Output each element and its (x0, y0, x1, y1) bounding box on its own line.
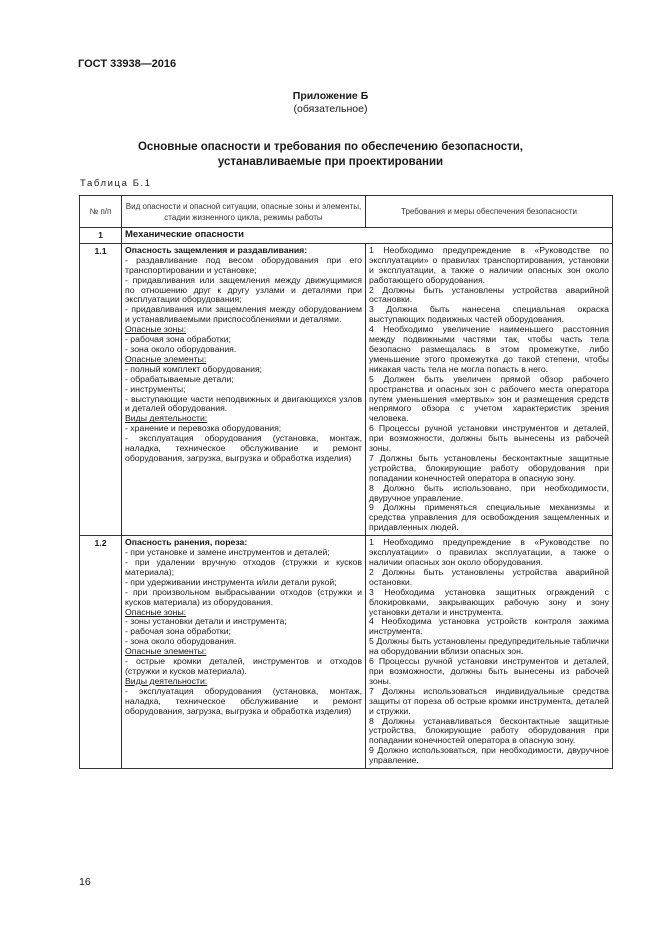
document-title-line: устанавливаемые при проектировании (217, 155, 444, 168)
hazard-line: - при удалении вручную отходов (стружки и кусков материала); (125, 557, 362, 577)
hazard-line: - при установке и замене инструментов и деталей; (125, 547, 330, 558)
table-caption: Таблица Б.1 (80, 178, 152, 189)
document-header: ГОСТ 33938—2016 (78, 58, 177, 70)
hazard-cell (122, 243, 366, 535)
section-title: Механические опасности (122, 228, 613, 244)
section-row (80, 228, 613, 244)
zones-label: Опасные зоны: (125, 324, 187, 335)
element-item: - острые кромки деталей, инструментов и отходов (стружки и кусков материала). (125, 656, 362, 676)
requirements-cell (366, 243, 613, 535)
requirements-cell (366, 536, 613, 769)
requirement-item: 6 Процессы ручной установки инструментов и деталей, при возможности, должны быть вынесены из рабочей зоны. (369, 656, 609, 686)
hazard-cell (122, 536, 366, 769)
section-num: 1 (80, 228, 122, 244)
element-item: - инструменты; (125, 383, 186, 394)
table-header-row (80, 196, 613, 228)
appendix-heading (0, 90, 661, 116)
header-hazard: Вид опасности и опасной ситуации, опасные зоны и элементы, стадии жизненного цикла, режимы работы (122, 196, 366, 228)
zone-item: - рабочая зона обработки; (125, 626, 231, 637)
requirement-item: 7 Должны быть установлены бесконтактные защитные устройства, блокирующие работу оборудования при попадании конечностей оператора в опасную зону. (369, 452, 609, 483)
requirement-item: 6 Процессы ручной установки инструментов и деталей, при возможности, должны быть вынесены из рабочей зоны. (369, 423, 609, 454)
element-item: - выступающие части неподвижных и двигающихся узлов и деталей оборудования. (125, 393, 362, 414)
row-num: 1.2 (80, 536, 122, 769)
activity-item: - эксплуатация оборудования (установка, монтаж, наладка, техническое обслуживание и ремонт оборудования, загрузка, выгрузка и обработка изделия) (125, 685, 362, 716)
element-item: - обрабатываемые детали; (125, 373, 234, 384)
page-number: 16 (79, 876, 91, 888)
zone-item: - зона около оборудования. (125, 343, 237, 354)
hazard-line: - при произвольном выбрасывании отходов (стружки и кусков материала) из оборудования. (125, 586, 362, 607)
element-item: - полный комплект оборудования; (125, 363, 263, 374)
requirement-item: 2 Должны быть установлены устройства аварийной остановки. (369, 566, 609, 587)
hazard-line: - раздавливание под весом оборудования при его транспортировании и установке; (125, 254, 362, 275)
header-requirements: Требования и меры обеспечения безопасности (366, 196, 613, 228)
elements-label: Опасные элементы: (125, 353, 207, 364)
header-num: № п/п (80, 196, 122, 228)
hazard-title: Опасность защемления и раздавливания: (125, 244, 308, 255)
requirement-item: 7 Должны использоваться индивидуальные средства защиты от пореза об острые кромки инструмента, деталей и стружки. (369, 685, 609, 716)
requirement-item: 1 Необходимо предупреждение в «Руководстве по эксплуатации» о правилах эксплуатации, а также о наличии опасных зон около оборудования. (369, 537, 609, 567)
document-title (0, 140, 661, 169)
zones-label: Опасные зоны: (125, 606, 187, 617)
requirement-item: 9 Должно использоваться, при необходимости, двуручное управление. (369, 745, 609, 766)
row-num: 1.1 (80, 243, 122, 535)
requirement-item: 4 Необходимо увеличение наименьшего расстояния между подвижными частями так, чтобы часть тела безопасно размещалась в этом промежутке, либо уменьшение этого промежутка до такой степени, чтобы никакая часть тела не могла попасть в него. (369, 324, 609, 374)
zone-item: - зона около оборудования. (125, 636, 237, 647)
appendix-title: Приложение Б (292, 90, 369, 102)
hazard-line: - при удерживании инструмента и/или детали рукой; (125, 576, 337, 587)
activity-item: - хранение и перевозка оборудования; (125, 423, 282, 434)
activity-item: - эксплуатация оборудования (установка, монтаж, наладка, техническое обслуживание и ремонт оборудования, загрузка, выгрузка и обработка изделия) (125, 433, 362, 463)
requirement-item: 3 Необходима установка защитных ограждений с блокировками, закрывающих рабочую зону и зону установки детали и инструмента. (369, 586, 609, 617)
requirement-item: 4 Необходима установка устройств контроля зажима инструмента. (369, 616, 609, 637)
requirement-item: 5 Должны быть установлены предупредительные таблички на оборудовании вблизи опасных зон. (369, 636, 609, 657)
requirement-item: 8 Должны устанавливаться бесконтактные защитные устройства, блокирующие работу оборудования при попадании конечностей оператора в опасную зону. (369, 715, 609, 746)
appendix-subtitle: (обязательное) (293, 103, 368, 115)
activities-label: Виды деятельности: (125, 413, 208, 424)
table-row (80, 536, 613, 769)
requirement-item: 5 Должен быть увеличен прямой обзор рабочего пространства и опасных зон с рабочего места оператора путем уменьшения «мертвых» зон и размещения средств непрямого обзора с учетом характеристик зрения человека. (369, 373, 609, 424)
zone-item: - зоны установки детали и инструмента; (125, 616, 287, 627)
document-title-line: Основные опасности и требования по обеспечению безопасности, (137, 141, 524, 153)
requirement-item: 9 Должны применяться специальные механизмы и средства управления для освобождения защемленных и придавленных людей. (369, 502, 609, 533)
elements-label: Опасные элементы: (125, 646, 207, 657)
hazards-table (79, 195, 613, 769)
zone-item: - рабочая зона обработки; (125, 334, 231, 345)
requirement-item: 3 Должна быть нанесена специальная окраска выступающих подвижных частей оборудования. (369, 304, 609, 325)
requirement-item: 8 Должно быть использовано, при необходимости, двуручное управление. (369, 482, 609, 503)
hazard-title: Опасность ранения, пореза: (125, 537, 248, 548)
requirement-item: 2 Должны быть установлены устройства аварийной остановки. (369, 284, 609, 305)
activities-label: Виды деятельности: (125, 675, 208, 686)
hazard-line: - придавливания или защемления между оборудованием и устанавливаемыми приспособлениями и деталями. (125, 304, 362, 325)
table-row (80, 243, 613, 535)
requirement-item: 1 Необходимо предупреждение в «Руководстве по эксплуатации» о правилах транспортирования, установки и эксплуатации, а также о наличии опасных зон около работающего оборудования. (369, 244, 609, 285)
hazard-line: - придавливания или защемления между движущимися по отношению друг к другу узлами и деталями при эксплуатации оборудования; (125, 274, 362, 305)
